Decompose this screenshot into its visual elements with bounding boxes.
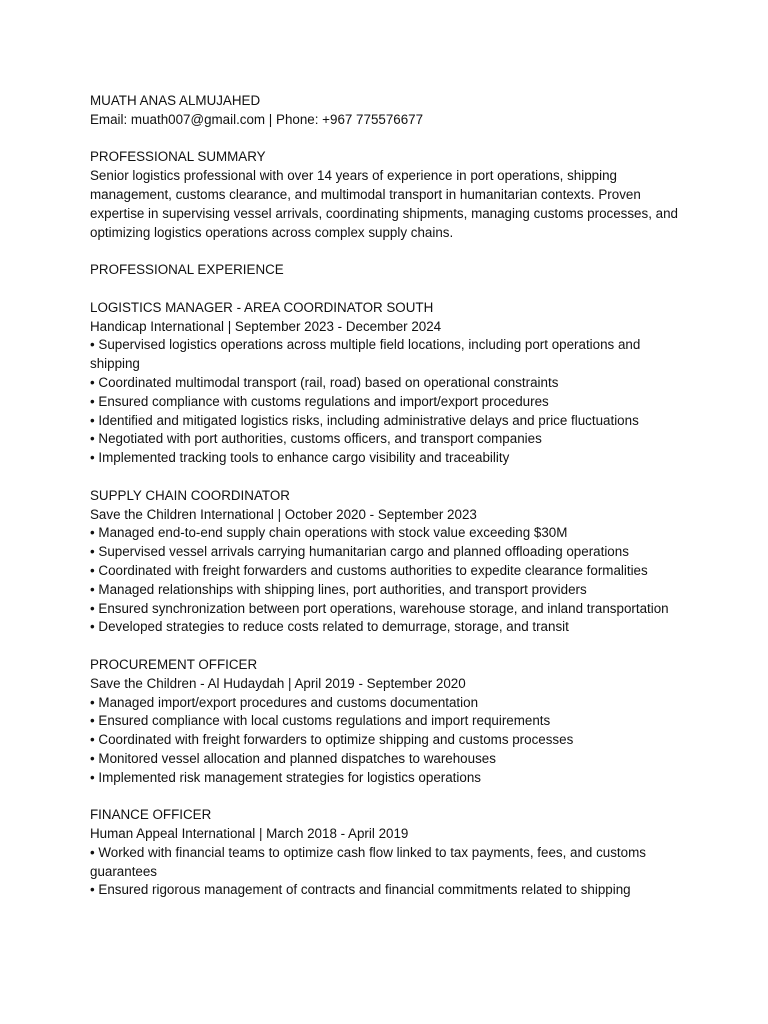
- bullet-item: • Ensured synchronization between port operations, warehouse storage, and inland transportation: [90, 600, 669, 616]
- job-organization: Save the Children International | October 2020 - September 2023: [90, 506, 477, 522]
- bullet-item: • Negotiated with port authorities, customs officers, and transport companies: [90, 431, 542, 447]
- summary-text: Senior logistics professional with over 14 years of experience in port operations, shipping management, customs clearance, and multimodal transport in humanitarian contexts. Proven expertise in supervising vessel arrivals, coordinating shipments, managing customs processes, and optimizing logistics operations across complex supply chains.: [90, 168, 678, 240]
- job-bullets: [90, 694, 690, 788]
- candidate-name: MUATH ANAS ALMUJAHED: [90, 93, 261, 108]
- bullet-item: • Coordinated with freight forwarders and customs authorities to expedite clearance formalities: [90, 562, 648, 578]
- job-bullets: [90, 844, 690, 900]
- spacer: [90, 130, 690, 149]
- job-title: FINANCE OFFICER: [90, 807, 212, 823]
- bullet-item: • Ensured compliance with customs regulations and import/export procedures: [90, 393, 549, 409]
- job-bullets: [90, 336, 690, 468]
- bullet-item: • Managed relationships with shipping lines, port authorities, and transport providers: [90, 581, 587, 597]
- job-organization: Handicap International | September 2023 - December 2024: [90, 318, 442, 334]
- bullet-item: • Implemented risk management strategies for logistics operations: [90, 769, 481, 785]
- bullet-item: • Managed import/export procedures and customs documentation: [90, 694, 479, 710]
- job-title: PROCUREMENT OFFICER: [90, 656, 258, 672]
- bullet-item: • Monitored vessel allocation and planned dispatches to warehouses: [90, 750, 496, 766]
- job-organization: Save the Children - Al Hudaydah | April 2019 - September 2020: [90, 675, 466, 691]
- job-title: SUPPLY CHAIN COORDINATOR: [90, 487, 290, 503]
- job-title: LOGISTICS MANAGER - AREA COORDINATOR SOUTH: [90, 299, 434, 315]
- bullet-item: • Supervised vessel arrivals carrying humanitarian cargo and planned offloading operations: [90, 544, 629, 560]
- job-entry: [90, 487, 690, 637]
- bullet-item: • Coordinated multimodal transport (rail, road) based on operational constraints: [90, 374, 559, 390]
- job-entry: [90, 806, 690, 900]
- bullet-item: • Implemented tracking tools to enhance cargo visibility and traceability: [90, 450, 510, 466]
- experience-heading: PROFESSIONAL EXPERIENCE: [90, 262, 284, 278]
- spacer: [90, 637, 690, 656]
- spacer: [90, 468, 690, 487]
- bullet-item: • Managed end-to-end supply chain operations with stock value exceeding $30M: [90, 525, 568, 541]
- bullet-item: • Supervised logistics operations across multiple field locations, including port operations and shipping: [90, 337, 641, 372]
- bullet-item: • Developed strategies to reduce costs related to demurrage, storage, and transit: [90, 619, 569, 635]
- bullet-item: • Ensured compliance with local customs regulations and import requirements: [90, 713, 551, 729]
- summary-heading: PROFESSIONAL SUMMARY: [90, 149, 266, 165]
- bullet-item: • Ensured rigorous management of contracts and financial commitments related to shipping: [90, 882, 631, 898]
- contact-info: Email: muath007@gmail.com | Phone: +967 775576677: [90, 111, 424, 127]
- bullet-item: • Identified and mitigated logistics risks, including administrative delays and price fluctuations: [90, 412, 639, 428]
- spacer: [90, 242, 690, 261]
- bullet-item: • Coordinated with freight forwarders to optimize shipping and customs processes: [90, 732, 574, 748]
- resume-page: [90, 92, 690, 900]
- job-bullets: [90, 524, 690, 637]
- spacer: [90, 787, 690, 806]
- bullet-item: • Worked with financial teams to optimize cash flow linked to tax payments, fees, and customs guarantees: [90, 844, 646, 879]
- spacer: [90, 280, 690, 299]
- job-organization: Human Appeal International | March 2018 - April 2019: [90, 826, 409, 842]
- job-entry: [90, 656, 690, 788]
- job-entry: [90, 299, 690, 468]
